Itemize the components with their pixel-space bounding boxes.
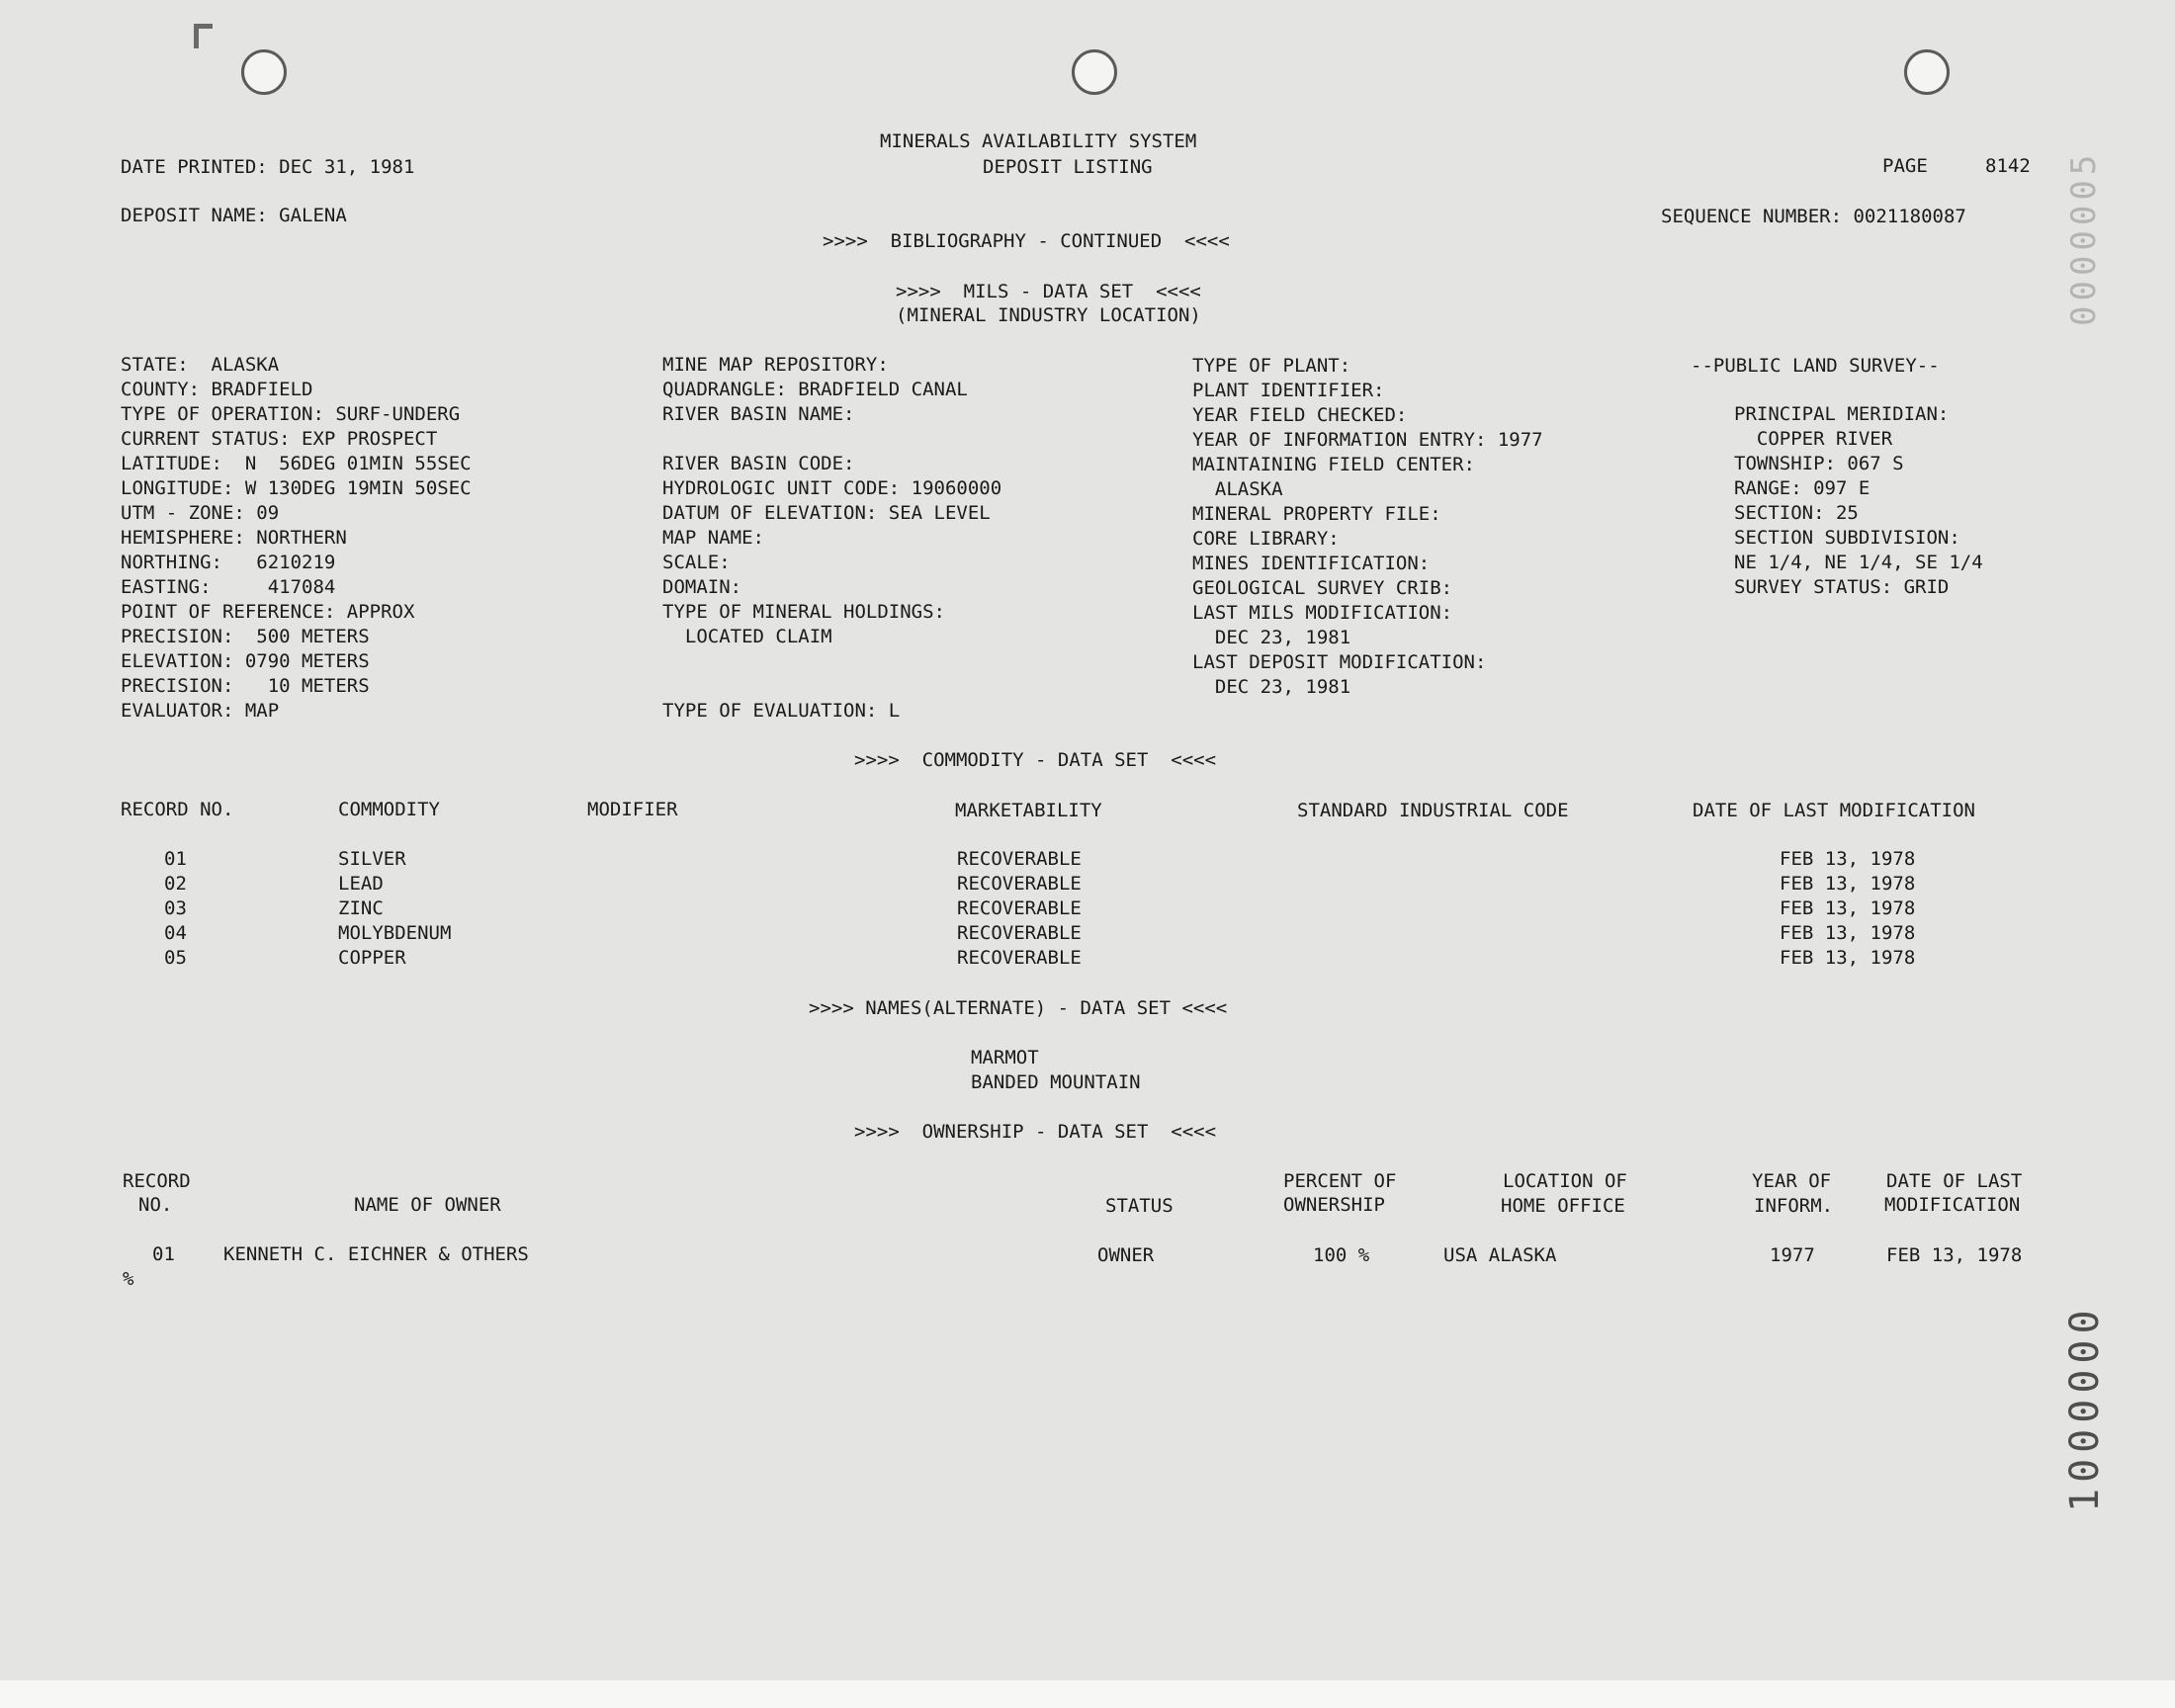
mils-field: MINE MAP REPOSITORY: [662, 354, 889, 376]
mils-field: LAST DEPOSIT MODIFICATION: [1192, 651, 1487, 673]
public-land-survey-field: SURVEY STATUS: GRID [1734, 576, 1950, 598]
commodity-name: COPPER [338, 947, 406, 969]
mils-field: PRECISION: 10 METERS [121, 675, 370, 697]
commodity-marketability: RECOVERABLE [957, 897, 1082, 919]
ownership-col-date-2: MODIFICATION [1884, 1194, 2021, 1216]
commodity-col-record-no: RECORD NO. [121, 799, 234, 820]
mils-field: HYDROLOGIC UNIT CODE: 19060000 [662, 477, 1002, 499]
ownership-col-record: RECORD [123, 1170, 191, 1192]
commodity-col-modifier: MODIFIER [587, 799, 678, 820]
page-label: PAGE [1882, 155, 1928, 177]
commodity-date: FEB 13, 1978 [1780, 897, 1916, 919]
ownership-date: FEB 13, 1978 [1886, 1244, 2023, 1266]
commodity-name: LEAD [338, 873, 384, 895]
ownership-col-record-no: NO. [138, 1194, 173, 1216]
ownership-col-location: LOCATION OF [1503, 1170, 1627, 1192]
mils-field: PRECISION: 500 METERS [121, 626, 370, 647]
end-marker: % [123, 1268, 134, 1290]
mils-field: TYPE OF MINERAL HOLDINGS: [662, 601, 945, 623]
ownership-location: USA ALASKA [1443, 1244, 1557, 1266]
commodity-record-no: 03 [164, 897, 187, 919]
ownership-col-percent: PERCENT OF [1283, 1170, 1397, 1192]
mils-field: TYPE OF EVALUATION: L [662, 700, 901, 722]
mils-heading: >>>> MILS - DATA SET <<<< [896, 281, 1201, 302]
commodity-col-sic: STANDARD INDUSTRIAL CODE [1297, 800, 1569, 821]
mils-subheading: (MINERAL INDUSTRY LOCATION) [896, 304, 1201, 326]
mils-field: TYPE OF OPERATION: SURF-UNDERG [121, 403, 461, 425]
corner-mark [194, 24, 213, 48]
ownership-record-no: 01 [152, 1243, 175, 1265]
ownership-col-owner: NAME OF OWNER [354, 1194, 501, 1216]
listing-title: DEPOSIT LISTING [983, 156, 1153, 178]
mils-field: NORTHING: 6210219 [121, 552, 336, 573]
mils-field: RIVER BASIN CODE: [662, 453, 855, 474]
ownership-owner: KENNETH C. EICHNER & OTHERS [223, 1243, 529, 1265]
public-land-survey-field: PRINCIPAL MERIDIAN: [1734, 403, 1950, 425]
commodity-name: SILVER [338, 848, 406, 870]
mils-field: MAP NAME: [662, 527, 764, 549]
ownership-col-year-2: INFORM. [1754, 1195, 1834, 1217]
scan-edge [0, 1680, 2175, 1708]
deposit-name: DEPOSIT NAME: GALENA [121, 205, 347, 226]
punch-hole-right [1904, 49, 1950, 95]
commodity-date: FEB 13, 1978 [1780, 848, 1916, 870]
public-land-survey-field: COPPER RIVER [1734, 428, 1893, 450]
mils-field: MAINTAINING FIELD CENTER: [1192, 454, 1475, 475]
commodity-date: FEB 13, 1978 [1780, 947, 1916, 969]
commodity-record-no: 02 [164, 873, 187, 895]
ownership-status: OWNER [1097, 1244, 1155, 1266]
commodity-name: ZINC [338, 897, 384, 919]
ownership-col-date: DATE OF LAST [1886, 1170, 2023, 1192]
commodity-name: MOLYBDENUM [338, 922, 452, 944]
alternate-name: BANDED MOUNTAIN [971, 1071, 1141, 1093]
mils-field: EASTING: 417084 [121, 576, 336, 598]
mils-field: DOMAIN: [662, 576, 742, 598]
mils-field: COUNTY: BRADFIELD [121, 379, 313, 400]
sequence-number: SEQUENCE NUMBER: 0021180087 [1661, 206, 1966, 227]
public-land-survey-heading: --PUBLIC LAND SURVEY-- [1691, 355, 1940, 377]
punch-hole-left [241, 49, 287, 95]
mils-field: SCALE: [662, 552, 731, 573]
ownership-percent: 100 % [1313, 1244, 1370, 1266]
commodity-record-no: 01 [164, 848, 187, 870]
ownership-col-percent-2: OWNERSHIP [1283, 1194, 1385, 1216]
commodity-heading: >>>> COMMODITY - DATA SET <<<< [854, 749, 1217, 771]
commodity-col-date: DATE OF LAST MODIFICATION [1693, 800, 1975, 821]
public-land-survey-field: SECTION: 25 [1734, 502, 1859, 524]
mils-field: LAST MILS MODIFICATION: [1192, 602, 1453, 624]
commodity-marketability: RECOVERABLE [957, 947, 1082, 969]
names-heading: >>>> NAMES(ALTERNATE) - DATA SET <<<< [809, 997, 1228, 1019]
ownership-col-status: STATUS [1105, 1195, 1174, 1217]
commodity-record-no: 05 [164, 947, 187, 969]
mils-field: MINERAL PROPERTY FILE: [1192, 503, 1441, 525]
mils-field: DATUM OF ELEVATION: SEA LEVEL [662, 502, 991, 524]
system-title: MINERALS AVAILABILITY SYSTEM [880, 130, 1197, 152]
page-number: 8142 [1985, 155, 2031, 177]
bibliography-heading: >>>> BIBLIOGRAPHY - CONTINUED <<<< [823, 230, 1230, 252]
mils-field: ELEVATION: 0790 METERS [121, 650, 370, 672]
commodity-date: FEB 13, 1978 [1780, 922, 1916, 944]
mils-field: YEAR OF INFORMATION ENTRY: 1977 [1192, 429, 1543, 451]
mils-field: MINES IDENTIFICATION: [1192, 553, 1431, 574]
mils-field: CURRENT STATUS: EXP PROSPECT [121, 428, 438, 450]
ownership-col-location-2: HOME OFFICE [1501, 1195, 1625, 1217]
alternate-name: MARMOT [971, 1047, 1039, 1068]
commodity-marketability: RECOVERABLE [957, 873, 1082, 895]
mils-field: RIVER BASIN NAME: [662, 403, 855, 425]
mils-field: YEAR FIELD CHECKED: [1192, 404, 1408, 426]
mils-field: PLANT IDENTIFIER: [1192, 380, 1385, 401]
page-stamp-bottom: 1000000 [2062, 1304, 2108, 1512]
mils-field: ALASKA [1192, 478, 1283, 500]
mils-field: QUADRANGLE: BRADFIELD CANAL [662, 379, 968, 400]
mils-field: POINT OF REFERENCE: APPROX [121, 601, 415, 623]
mils-field: HEMISPHERE: NORTHERN [121, 527, 347, 549]
mils-field: GEOLOGICAL SURVEY CRIB: [1192, 577, 1453, 599]
commodity-date: FEB 13, 1978 [1780, 873, 1916, 895]
mils-field: UTM - ZONE: 09 [121, 502, 280, 524]
public-land-survey-field: TOWNSHIP: 067 S [1734, 453, 1904, 474]
public-land-survey-field: NE 1/4, NE 1/4, SE 1/4 [1734, 552, 1983, 573]
mils-field: STATE: ALASKA [121, 354, 280, 376]
ownership-col-year: YEAR OF [1752, 1170, 1832, 1192]
mils-field: TYPE OF PLANT: [1192, 355, 1351, 377]
mils-field: CORE LIBRARY: [1192, 528, 1340, 550]
punch-hole-center [1072, 49, 1117, 95]
mils-field: LONGITUDE: W 130DEG 19MIN 50SEC [121, 477, 472, 499]
commodity-marketability: RECOVERABLE [957, 922, 1082, 944]
commodity-record-no: 04 [164, 922, 187, 944]
public-land-survey-field: RANGE: 097 E [1734, 477, 1870, 499]
mils-field: LATITUDE: N 56DEG 01MIN 55SEC [121, 453, 472, 474]
mils-field: EVALUATOR: MAP [121, 700, 280, 722]
ownership-year: 1977 [1770, 1244, 1815, 1266]
public-land-survey-field: SECTION SUBDIVISION: [1734, 527, 1960, 549]
ownership-heading: >>>> OWNERSHIP - DATA SET <<<< [854, 1121, 1217, 1143]
commodity-col-marketability: MARKETABILITY [955, 800, 1102, 821]
date-printed: DATE PRINTED: DEC 31, 1981 [121, 156, 415, 178]
commodity-marketability: RECOVERABLE [957, 848, 1082, 870]
mils-field: LOCATED CLAIM [662, 626, 832, 647]
page-stamp-top: 0000005 [2064, 149, 2104, 326]
mils-field: DEC 23, 1981 [1192, 676, 1351, 698]
mils-field: DEC 23, 1981 [1192, 627, 1351, 648]
commodity-col-commodity: COMMODITY [338, 799, 440, 820]
